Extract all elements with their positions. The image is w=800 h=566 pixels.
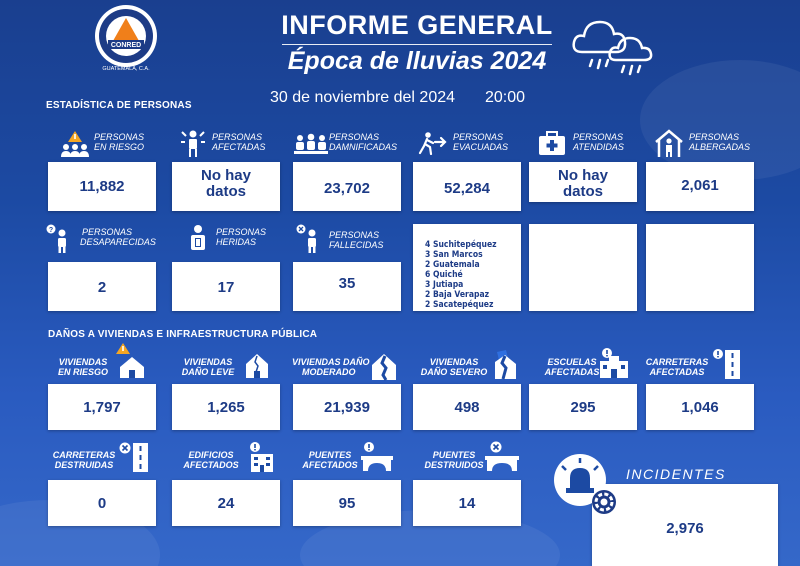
section-title-danos: DAÑOS A VIVIENDAS E INFRAESTRUCTURA PÚBLICA <box>48 329 318 340</box>
report-time: 20:00 <box>485 89 526 106</box>
value-personas-heridas: 17 <box>172 262 280 311</box>
value-viviendas-moderado: 21,939 <box>293 384 401 430</box>
report-date: 30 de noviembre del 2024 <box>270 89 456 106</box>
value-viviendas-leve: 1,265 <box>172 384 280 430</box>
value-edificios-afectados: 24 <box>172 480 280 526</box>
first-aid-kit-icon <box>538 130 566 161</box>
school-icon <box>598 347 630 384</box>
label-personas-fallecidas: PERSONAS FALLECIDAS <box>329 230 384 250</box>
value-viviendas-riesgo: 1,797 <box>48 384 156 430</box>
title-block <box>262 10 572 76</box>
fallecidas-department-list <box>413 224 521 311</box>
label-escuelas-afectadas: ESCUELAS AFECTADAS <box>544 357 600 377</box>
incidentes-title: INCIDENTES <box>626 466 726 482</box>
rain-cloud-icon <box>568 8 660 80</box>
list-item: 6 Quiché <box>425 270 463 280</box>
injured-person-icon <box>186 224 210 257</box>
page-subtitle: Época de lluvias 2024 <box>287 47 547 75</box>
label-personas-damnificadas: PERSONAS DAMNIFICADAS <box>329 132 398 152</box>
person-evacuate-icon <box>418 131 448 160</box>
house-light-damage-icon <box>245 353 269 384</box>
title-divider <box>282 44 552 45</box>
label-viviendas-leve: VIVIENDAS DAÑO LEVE <box>181 357 235 377</box>
label-puentes-afectados: PUENTES AFECTADOS <box>302 450 358 470</box>
deceased-person-icon <box>296 224 324 259</box>
shelter-icon <box>654 128 684 163</box>
house-moderate-damage-icon <box>371 353 397 386</box>
value-personas-desaparecidas: 2 <box>48 262 156 311</box>
building-icon <box>248 441 276 478</box>
people-homeless-icon <box>294 132 328 159</box>
value-personas-evacuadas: 52,284 <box>413 162 521 211</box>
road-affected-icon <box>712 348 742 385</box>
label-personas-evacuadas: PERSONAS EVACUADAS <box>453 132 509 152</box>
label-personas-afectadas: PERSONAS AFECTADAS <box>212 132 266 152</box>
label-personas-heridas: PERSONAS HERIDAS <box>216 227 267 247</box>
value-personas-afectadas: No hay datos <box>172 162 280 211</box>
alarm-siren-icon <box>552 452 622 525</box>
list-item: 2 Guatemala <box>425 260 480 270</box>
label-puentes-destruidos: PUENTES DESTRUIDOS <box>424 450 484 470</box>
value-personas-albergadas: 2,061 <box>646 162 754 211</box>
list-item: 2 Baja Verapaz <box>425 290 490 300</box>
label-personas-riesgo: PERSONAS EN RIESGO <box>94 132 145 152</box>
label-viviendas-moderado: VIVIENDAS DAÑO MODERADO <box>292 357 370 377</box>
label-personas-desaparecidas: PERSONAS DESAPARECIDAS <box>80 227 156 247</box>
empty-box <box>646 224 754 311</box>
empty-box <box>529 224 637 311</box>
bridge-affected-icon <box>360 441 394 478</box>
road-destroyed-icon <box>118 441 150 478</box>
label-viviendas-severo: VIVIENDAS DAÑO SEVERO <box>420 357 488 377</box>
house-severe-damage-icon <box>492 350 518 385</box>
value-viviendas-severo: 498 <box>413 384 521 430</box>
value-personas-atendidas: No hay datos <box>529 162 637 202</box>
label-carreteras-destruidas: CARRETERAS DESTRUIDAS <box>52 450 116 470</box>
label-personas-albergadas: PERSONAS ALBERGADAS <box>689 132 751 152</box>
value-escuelas-afectadas: 295 <box>529 384 637 430</box>
bridge-destroyed-icon <box>484 441 520 478</box>
value-carreteras-destruidas: 0 <box>48 480 156 526</box>
value-personas-riesgo: 11,882 <box>48 162 156 211</box>
value-carreteras-afectadas: 1,046 <box>646 384 754 430</box>
list-item: 2 Sacatepéquez <box>425 300 494 310</box>
value-puentes-destruidos: 14 <box>413 480 521 526</box>
svg-text:?: ? <box>48 227 54 234</box>
value-incidentes: 2,976 <box>592 484 778 566</box>
label-viviendas-riesgo: VIVIENDAS EN RIESGO <box>57 357 108 377</box>
list-item: 3 San Marcos <box>425 250 483 260</box>
section-title-personas: ESTADÍSTICA DE PERSONAS <box>46 100 192 111</box>
list-item: 4 Suchitepéquez <box>425 240 497 250</box>
people-risk-icon <box>58 130 92 163</box>
list-item: 3 Jutiapa <box>425 280 464 290</box>
value-personas-damnificadas: 23,702 <box>293 162 401 211</box>
logo-bottom-text: GUATEMALA, C.A. <box>102 66 150 72</box>
value-personas-fallecidas: 35 <box>293 262 401 311</box>
conred-logo <box>88 4 164 72</box>
value-puentes-afectados: 95 <box>293 480 401 526</box>
label-carreteras-afectadas: CARRETERAS AFECTADAS <box>645 357 709 377</box>
house-risk-icon <box>114 343 146 384</box>
page-title: INFORME GENERAL <box>281 10 553 40</box>
label-edificios-afectados: EDIFICIOS AFECTADOS <box>183 450 239 470</box>
person-affected-icon <box>180 128 206 163</box>
logo-text: CONRED <box>110 42 142 49</box>
label-personas-atendidas: PERSONAS ATENDIDAS <box>573 132 624 152</box>
missing-person-icon <box>46 224 74 259</box>
